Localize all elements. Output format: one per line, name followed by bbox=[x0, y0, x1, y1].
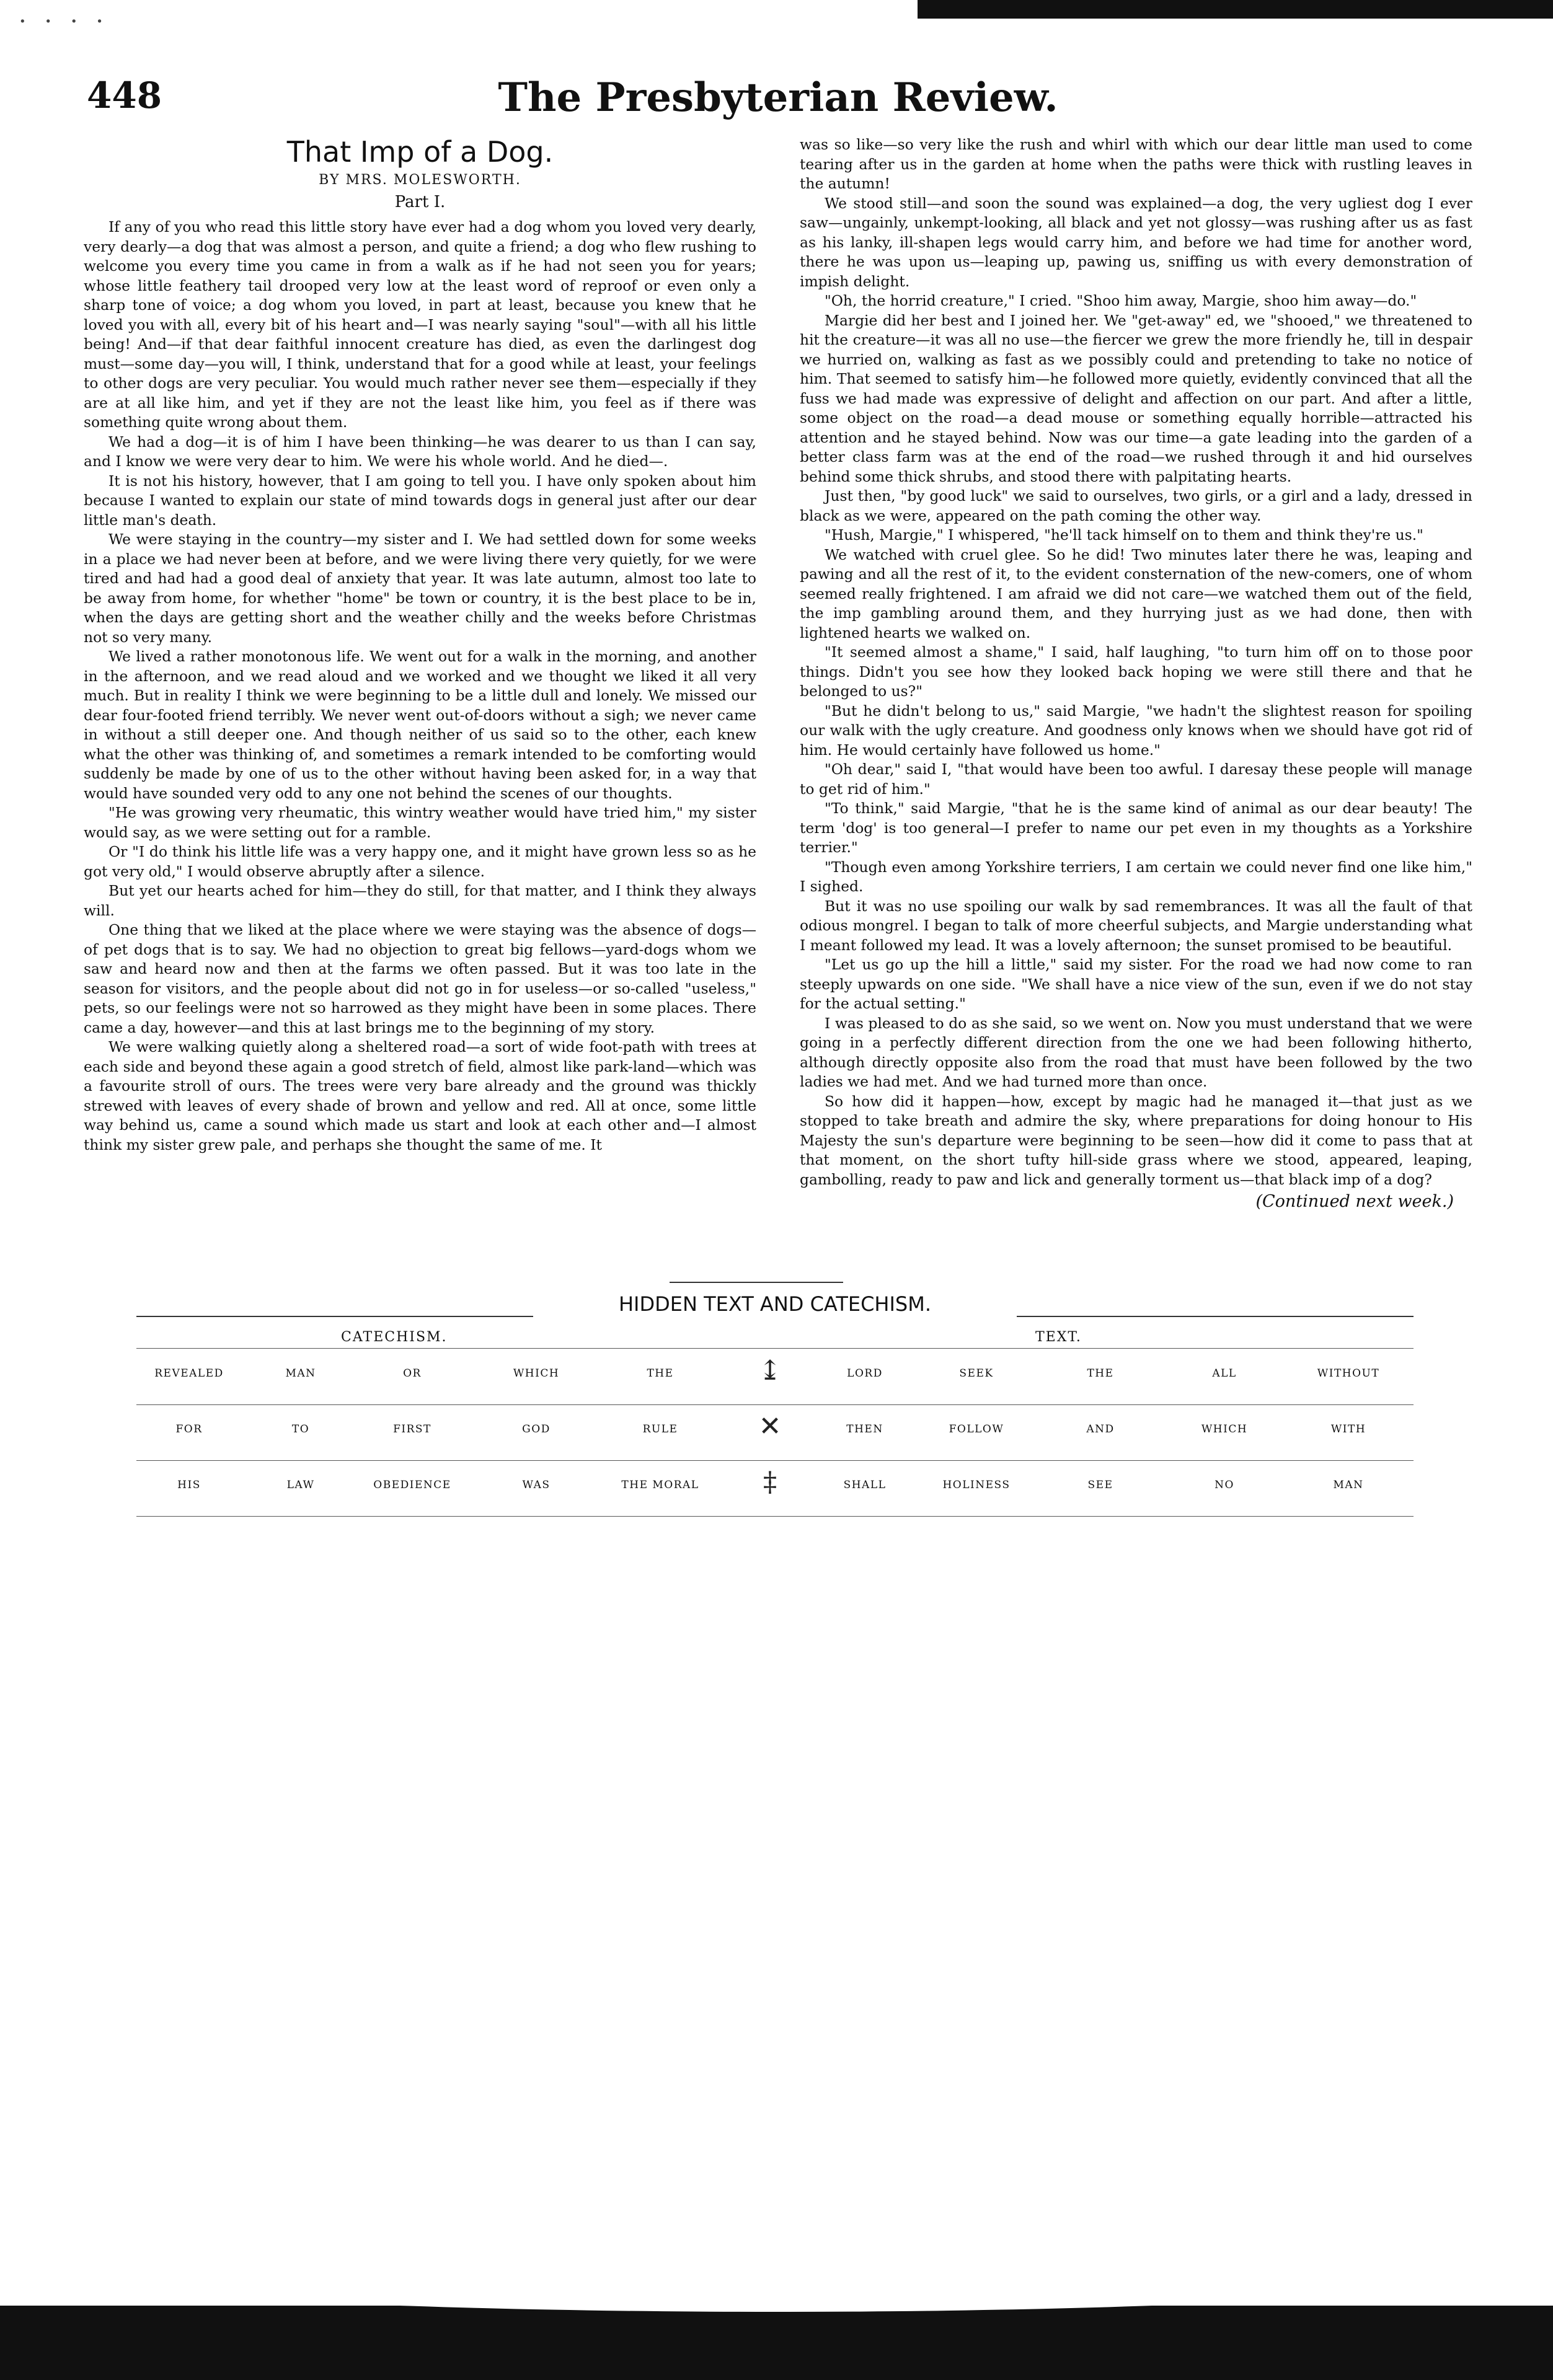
catechism-cell: FIRST bbox=[393, 1423, 431, 1435]
article-column-left bbox=[84, 135, 756, 1269]
text-cell: SEE bbox=[1087, 1479, 1113, 1491]
text-cell: WITHOUT bbox=[1317, 1367, 1380, 1380]
text-cell: WHICH bbox=[1201, 1423, 1248, 1435]
paragraph: We were staying in the country—my sister and I. We had settled down for some weeks in a place we had never been at before, and we were living there very quietly, for we were tired and had had a good deal of anxiety that year. It was late autumn, almost too late to be away from home, for whether "home" be town or country, it is the best place to be in, when the days are getting short and the weather chilly and the weeks before Christmas not so very many. bbox=[84, 531, 756, 646]
catechism-cell: MAN bbox=[285, 1367, 316, 1380]
article-byline: BY MRS. MOLESWORTH. bbox=[319, 172, 521, 188]
paragraph: We stood still—and soon the sound was explained—a dog, the very ugliest dog I ever saw—ungainly, unkempt-looking, all black and yet not glossy—was rushing after us as fast as his lanky, ill-shapen legs would carry him, and before we had time for another word, there he was upon us—leaping up, pawing us, sniffing us with every demonstration of impish delight. bbox=[800, 194, 1472, 290]
puzzle-row bbox=[136, 1460, 1414, 1517]
paragraph: "But he didn't belong to us," said Margie, "we hadn't the slightest reason for spoiling our walk with the ugly creature. And goodness only knows when we should have got rid of him. He would certainly have followed us home." bbox=[800, 702, 1472, 759]
paragraph: If any of you who read this little story have ever had a dog whom you loved very dearly, very dearly—a dog that was almost a person, and quite a friend; a dog who flew rushing to welcome you every time you came in from a walk as if he had not seen you for years; whose little feathery tail drooped very low at the least word of reproof or even only a sharp tone of voice; a dog whom you loved, in part at least, because you knew that he loved you with all, every bit of his heart and—I was nearly saying "soul"—with all his little being! And—if that dear faithful innocent creature has died, as even the darlingest dog must—some day—you will, I think, understand that for a good while at least, your feelings to other dogs are very peculiar. You would much rather never see them—especially if they are at all like him, and yet if they are not the least like him, you feel as if there was something quite wrong about them. bbox=[84, 218, 756, 431]
paragraph: One thing that we liked at the place where we were staying was the absence of dogs—of pet dogs that is to say. We had no objection to great big fellows—yard-dogs whom we saw and heard now and then at the farms we often passed. But it was too late in the season for visitors, and the people about did not go in for useless—or so-called "useless," pets, so our feelings were not so harrowed as they might have been in some places. There came a day, however—and this at last brings me to the beginning of my story. bbox=[84, 921, 756, 1036]
title-rule-right bbox=[1017, 1316, 1414, 1317]
paragraph: Or "I do think his little life was a very happy one, and it might have grown less so as he got very old," I would observe abruptly after a silence. bbox=[84, 843, 756, 880]
paragraph: We watched with cruel glee. So he did! Two minutes later there he was, leaping and pawing and all the rest of it, to the evident consternation of the new-comers, one of whom seemed really frightened. I am afraid we did not care—we watched them out of the field, the imp gambling around them, and they hurrying just as we had done, then with lightened hearts we walked on. bbox=[800, 545, 1472, 641]
paragraph: We were walking quietly along a sheltered road—a sort of wide foot-path with trees at each side and beyond these again a good stretch of field, almost like park-land—which was a favourite stroll of ours. The trees were very bare already and the ground was thickly strewed with leaves of every shade of brown and yellow and red. All at once, some little way behind us, came a sound which made us start and look at each other and—I almost think my sister grew pale, and perhaps she thought the same of me. It bbox=[84, 1038, 756, 1153]
page-number: 448 bbox=[87, 74, 162, 117]
text-cell: AND bbox=[1086, 1423, 1115, 1435]
scan-bottom-edge bbox=[0, 2306, 1553, 2380]
puzzle-symbol: ↨ bbox=[758, 1355, 782, 1386]
paragraph: "Though even among Yorkshire terriers, I am certain we could never find one like him," I sighed. bbox=[800, 858, 1472, 895]
paragraph: "Let us go up the hill a little," said my sister. For the road we had now come to ran steeply upwards on one side. "We shall have a nice view of the sun, even if we do not stay for the actual setting." bbox=[800, 956, 1472, 1012]
section-divider bbox=[670, 1282, 843, 1283]
catechism-cell: THE MORAL bbox=[621, 1479, 699, 1491]
text-cell: LORD bbox=[847, 1367, 883, 1380]
text-cell: WITH bbox=[1330, 1423, 1366, 1435]
paragraph: We had a dog—it is of him I have been thinking—he was dearer to us than I can say, and I know we were very dear to him. We were his whole world. And he died—. bbox=[84, 433, 756, 470]
paragraph: But yet our hearts ached for him—they do still, for that matter, and I think they always will. bbox=[84, 882, 756, 919]
paragraph: "He was growing very rheumatic, this wintry weather would have tried him," my sister would say, as we were setting out for a ramble. bbox=[84, 804, 756, 841]
article-title: That Imp of a Dog. bbox=[286, 135, 554, 169]
paragraph: It is not his history, however, that I am going to tell you. I have only spoken about him because I wanted to explain our state of mind towards dogs in general just after our dear little man's death. bbox=[84, 472, 756, 529]
text-cell: MAN bbox=[1333, 1479, 1364, 1491]
article-column-right bbox=[800, 135, 1472, 1269]
paragraph: But it was no use spoiling our walk by sad remembrances. It was all the fault of that odious mongrel. I began to talk of more cheerful subjects, and Margie understanding what I meant followed my lead. It was a lovely afternoon; the sunset promised to be beautiful. bbox=[800, 897, 1472, 954]
text-cell: HOLINESS bbox=[942, 1479, 1011, 1491]
catechism-cell: OBEDIENCE bbox=[373, 1479, 451, 1491]
catechism-cell: WHICH bbox=[513, 1367, 560, 1380]
article-part-heading: Part I. bbox=[394, 193, 446, 211]
paragraph: "It seemed almost a shame," I said, half laughing, "to turn him off on to those poor things. Didn't you see how they looked back hoping we were still there and that he belonged to us?" bbox=[800, 643, 1472, 700]
puzzle-symbol: ‡ bbox=[763, 1466, 777, 1498]
scan-dark-band bbox=[918, 0, 1553, 19]
catechism-cell: FOR bbox=[175, 1423, 203, 1435]
title-rule-left bbox=[136, 1316, 533, 1317]
paragraph: "To think," said Margie, "that he is the same kind of animal as our dear beauty! The term 'dog' is too general—I prefer to name our pet even in my thoughts as a Yorkshire terrier." bbox=[800, 800, 1472, 856]
catechism-cell: WAS bbox=[522, 1479, 551, 1491]
scan-mark: · · · · bbox=[19, 7, 109, 36]
scan-page-curl bbox=[0, 2262, 1553, 2312]
paragraph: So how did it happen—how, except by magic had he managed it—that just as we stopped to take breath and admire the sky, where preparations for doing honour to His Majesty the sun's departure were beginning to be seen—how did it come to pass that at that moment, on the short tufty hill-side grass where we stood, appeared, leaping, gambolling, ready to paw and lick and generally torment us—that black imp of a dog? bbox=[800, 1092, 1472, 1188]
text-label: TEXT. bbox=[1035, 1329, 1082, 1345]
paragraph: Margie did her best and I joined her. We "get-away" ed, we "shooed," we threatened to hit the creature—it was all no use—the fiercer we grew the more friendly he, till in despair we hurried on, walking as fast as we possibly could and pretending to take no notice of him. That seemed to satisfy him—he followed more quietly, evidently convinced that all the fuss we had made was expressive of delight and affection on our part. And after a little, some object on the road—a dead mouse or something equally horrible—attracted his attention and he stayed behind. Now was our time—a gate leading into the garden of a better class farm was at the end of the road—we rushed through it and hid ourselves behind some thick shrubs, and stood there with palpitating hearts. bbox=[800, 311, 1472, 485]
text-cell: THE bbox=[1087, 1367, 1114, 1380]
paragraph: "Oh, the horrid creature," I cried. "Shoo him away, Margie, shoo him away—do." bbox=[825, 292, 1417, 309]
puzzle-row bbox=[136, 1404, 1414, 1461]
catechism-cell: TO bbox=[291, 1423, 310, 1435]
catechism-cell: LAW bbox=[286, 1479, 315, 1491]
running-head bbox=[87, 74, 1469, 130]
text-cell: THEN bbox=[846, 1423, 883, 1435]
catechism-cell: HIS bbox=[177, 1479, 201, 1491]
catechism-cell: REVEALED bbox=[154, 1367, 224, 1380]
paragraph: Just then, "by good luck" we said to ourselves, two girls, or a girl and a lady, dressed in black as we were, appeared on the path coming the other way. bbox=[800, 487, 1472, 524]
scan-top-edge bbox=[0, 0, 1553, 68]
text-cell: SHALL bbox=[843, 1479, 887, 1491]
paragraph: I was pleased to do as she said, so we went on. Now you must understand that we were going in a perfectly different direction from the one we had been following hitherto, although directly opposite also from the road that must have been followed by the two ladies we had met. And we had turned more than once. bbox=[800, 1014, 1472, 1090]
text-cell: NO bbox=[1215, 1479, 1234, 1491]
catechism-cell: OR bbox=[403, 1367, 422, 1380]
continued-note: (Continued next week.) bbox=[1255, 1192, 1454, 1211]
text-cell: SEEK bbox=[959, 1367, 994, 1380]
paragraph: "Oh dear," said I, "that would have been too awful. I daresay these people will manage to get rid of him." bbox=[800, 760, 1472, 798]
text-cell: ALL bbox=[1212, 1367, 1237, 1380]
catechism-cell: GOD bbox=[522, 1423, 551, 1435]
catechism-cell: THE bbox=[647, 1367, 674, 1380]
puzzle-grid bbox=[136, 1348, 1414, 1516]
journal-title: The Presbyterian Review. bbox=[498, 74, 1058, 121]
text-cell: FOLLOW bbox=[949, 1423, 1004, 1435]
puzzle-symbol: ✕ bbox=[758, 1411, 782, 1442]
puzzle-row bbox=[136, 1349, 1414, 1405]
hidden-text-title: HIDDEN TEXT AND CATECHISM. bbox=[618, 1292, 932, 1316]
paragraph: "Hush, Margie," I whispered, "he'll tack himself on to them and think they're us." bbox=[825, 526, 1423, 544]
hidden-text-puzzle bbox=[136, 1292, 1414, 1515]
catechism-label: CATECHISM. bbox=[341, 1329, 448, 1345]
paragraph: was so like—so very like the rush and whirl with which our dear little man used to come tearing after us in the garden at home when the paths were thick with rustling leaves in the autumn! bbox=[800, 136, 1472, 192]
paragraph: We lived a rather monotonous life. We went out for a walk in the morning, and another in the afternoon, and we read aloud and we worked and we thought we liked it all very much. But in reality I think we were beginning to be a little dull and lonely. We missed our dear four-footed friend terribly. We never went out-of-doors without a sigh; we never came in without a still deeper one. And though neither of us said so to the other, each knew what the other was thinking of, and sometimes a remark intended to be comforting would suddenly be made by one of us to the other without having been asked for, in a way that would have sounded very odd to any one not behind the scenes of our thoughts. bbox=[84, 648, 756, 802]
catechism-cell: RULE bbox=[642, 1423, 678, 1435]
